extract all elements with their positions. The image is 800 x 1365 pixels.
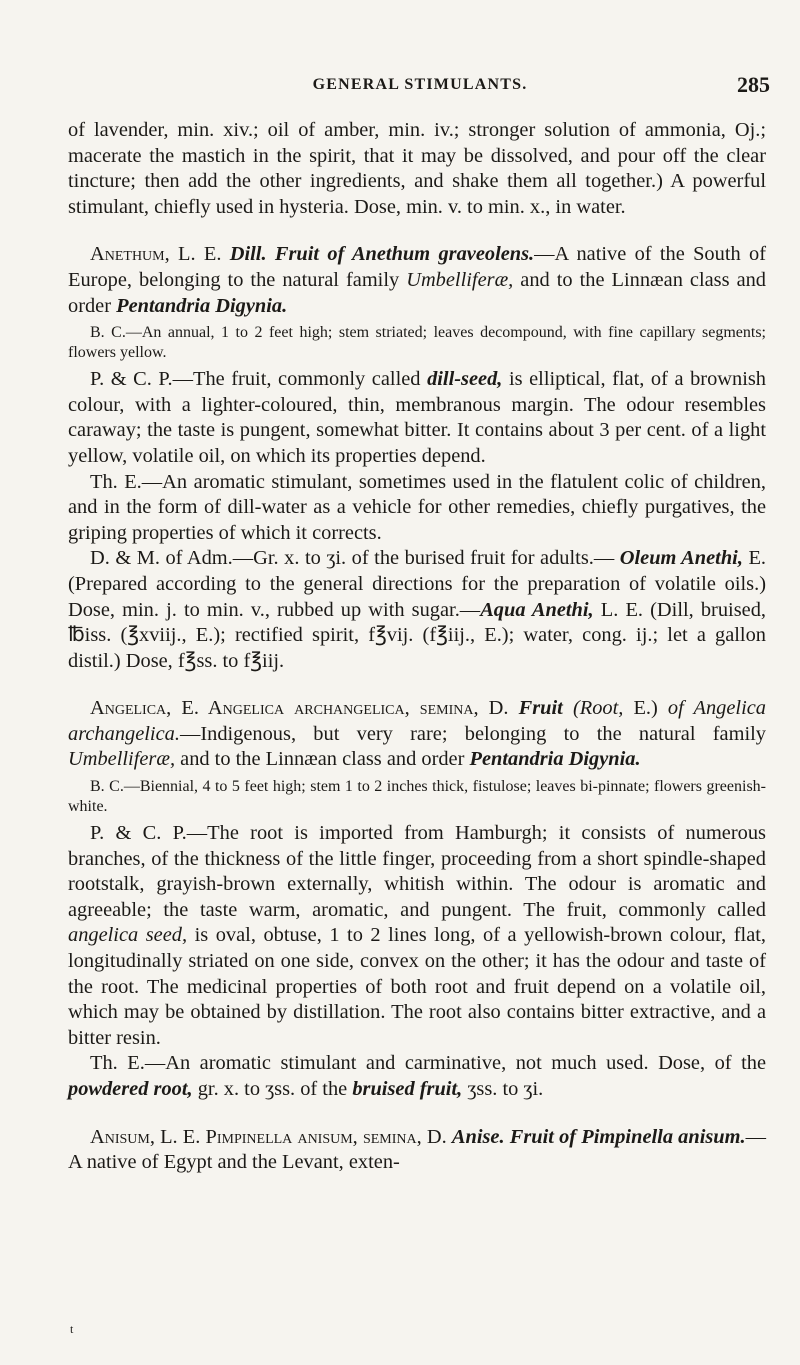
entry-text: —Indigenous, but very rare; belonging to the natural family — [179, 722, 766, 745]
entry-text: —A native of Egypt and the Levant, exten- — [68, 1125, 767, 1174]
section-text: —Gr. x. to ʒi. of the burised fruit for adults.— — [232, 547, 620, 570]
entry-heading: Angelica, E. Angelica archangelica, semina, D. — [90, 697, 509, 720]
order-name: Pentandria Digynia. — [469, 748, 641, 771]
section-text: —An aromatic stimulant, sometimes used in the flatulent colic of children, and in the form of dill-water as a vehicle for other remedies, chiefly purgatives, the griping properties of which it corrects. — [68, 470, 766, 544]
section-text: E. (Prepared according to the general directions for the preparation of volatile oils.) Dose, min. j. to min. v., rubbed up with sugar.— — [68, 547, 767, 621]
root-note: (Root, — [572, 697, 624, 720]
section-text: is oval, obtuse, 1 to 2 lines long, of a yellowish-brown colour, flat, longitudinally striated on one side, convex on the other; it has the odour and taste of the root. The medicinal properties of both root and fruit depend on a volatile oil, which may be obtained by distillation. The root also contains bitter extractive, and a bitter resin. — [68, 924, 767, 1049]
italic-term: bruised fruit, — [352, 1078, 463, 1100]
fruit-name: Fruit of Pimpinella anisum. — [509, 1125, 746, 1148]
entry-angelica — [68, 696, 766, 773]
entry-text: and to the Linnæan class and order — [68, 268, 767, 317]
entry-text: and to the Linnæan class and order — [175, 748, 470, 771]
section-label: D. & M. of Adm. — [90, 547, 233, 570]
botanical-characters: B. C.—An annual, 1 to 2 feet high; stem striated; leaves decompound, with fine capillary segments; flowers yellow. — [68, 324, 766, 362]
section-label: P. & C. P. — [90, 368, 173, 391]
family-name: Umbelliferæ, — [68, 748, 176, 771]
fruit-name: Fruit — [518, 697, 563, 720]
botanical-characters: B. C.—Biennial, 4 to 5 feet high; stem 1 to 2 inches thick, fistulose; leaves bi-pinnate; flowers greenish-white. — [68, 778, 766, 816]
italic-term: powdered root, — [68, 1078, 193, 1100]
section-text: —An aromatic stimulant and carminative, not much used. Dose, of the — [144, 1052, 766, 1075]
entry-anisum — [68, 1125, 766, 1176]
order-name: Pentandria Digynia. — [116, 294, 288, 317]
section-text: —The fruit, commonly called — [172, 368, 428, 391]
page-number: 285 — [737, 72, 770, 97]
italic-term: angelica seed, — [68, 924, 188, 947]
common-name: Dill. — [229, 243, 267, 266]
preparation-name: Aqua Anethi, — [480, 598, 594, 621]
species-name: of Angelica archangelica. — [68, 697, 766, 745]
physical-characters — [68, 821, 766, 1051]
entry-anethum — [68, 242, 766, 319]
section-text: L. E. (Dill, bruised, ℔iss. (℥xviij., E.); rectified spirit, f℥vij. (f℥iij., E.); water, cong. ij.; let a gallon distil.) Dose, f℥ss. to f℥iij. — [68, 598, 766, 672]
therapeutics — [68, 470, 766, 547]
physical-characters — [68, 367, 766, 469]
page-body — [68, 118, 766, 1176]
preparation-name: Oleum Anethi, — [619, 547, 743, 570]
section-label: P. & C. P. — [90, 822, 187, 845]
running-head: GENERAL STIMULANTS. — [312, 76, 528, 93]
therapeutics — [68, 1051, 766, 1102]
section-label: Th. E. — [90, 1052, 145, 1075]
section-text: —The root is imported from Hamburgh; it consists of numerous branches, of the thickness of the little finger, proceeding from a short spindle-shaped rootstalk, grayish-brown externally, whitish within. The odour is aromatic and agreeable; the taste warm, aromatic, and pungent. The fruit, commonly called — [68, 822, 766, 921]
fruit-name: Fruit of Anethum graveolens. — [274, 243, 535, 266]
paragraph-lavender: of lavender, min. xiv.; oil of amber, min. iv.; stronger solution of ammonia, Oj.; macerate the mastich in the spirit, that it may be dissolved, and pour off the clear tincture; then add the other ingredients, and shake them all together.) A powerful stimulant, chiefly used in hysteria. Dose, min. v. to min. x., in water. — [68, 119, 766, 218]
entry-heading: Anisum, L. E. Pimpinella anisum, semina, D. — [90, 1125, 447, 1148]
italic-term: dill-seed, — [427, 368, 503, 391]
section-label: Th. E. — [90, 470, 142, 493]
family-name: Umbelliferæ, — [406, 268, 514, 291]
section-text: is elliptical, flat, of a brownish colour, with a lighter-coloured, thin, membranous margin. The odour resembles caraway; the taste is pungent, somewhat bitter. It contains about 3 per cent. of a light yellow, volatile oil, on which its properties depend. — [68, 368, 766, 467]
entry-text: —A native of the South of Europe, belonging to the natural family — [68, 243, 766, 291]
common-name: Anise. — [451, 1125, 505, 1148]
entry-text: E.) — [623, 697, 668, 720]
stray-print-mark: t — [70, 1322, 74, 1336]
section-text: ʒss. to ʒi. — [462, 1078, 544, 1100]
entry-heading: Anethum, L. E. — [90, 243, 222, 266]
dose-and-administration — [68, 546, 766, 674]
page-header — [70, 72, 770, 100]
section-text: gr. x. to ʒss. of the — [192, 1078, 353, 1100]
